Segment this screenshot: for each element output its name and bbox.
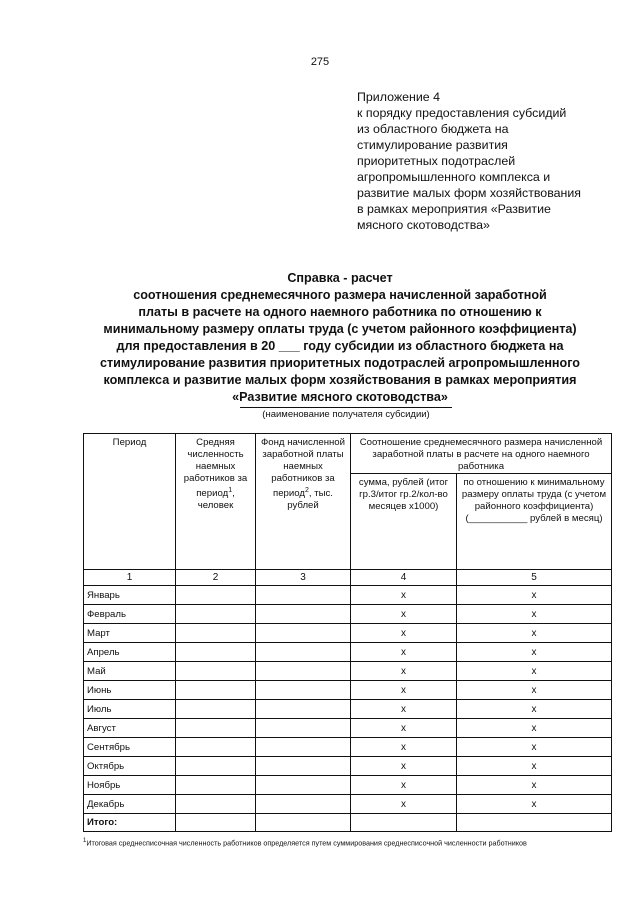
workers-cell[interactable]	[176, 776, 256, 795]
title-line: Справка - расчет	[287, 271, 393, 285]
column-number: 3	[256, 570, 351, 586]
header-fund	[256, 434, 351, 570]
title-line: «Развитие мясного скотоводства»	[232, 390, 448, 404]
month-cell: Март	[84, 624, 176, 643]
appendix-line: развитие малых форм хозяйствования	[357, 186, 582, 200]
sum-cell: x	[351, 605, 457, 624]
appendix-line: приоритетных подотраслей	[357, 154, 516, 168]
month-cell: Сентябрь	[84, 738, 176, 757]
table-row	[84, 757, 612, 776]
mrot-cell: x	[457, 776, 612, 795]
workers-cell[interactable]	[176, 605, 256, 624]
header-fund-unit: , тыс. рублей	[287, 488, 333, 512]
mrot-cell: x	[457, 586, 612, 605]
header-ratio: Соотношение среднемесячного размера начисленной заработной платы в расчете на одного наемного работника	[351, 434, 612, 474]
header-workers-unit: , человек	[197, 488, 235, 512]
fund-cell[interactable]	[256, 776, 351, 795]
month-cell: Январь	[84, 586, 176, 605]
column-number: 2	[176, 570, 256, 586]
calculation-table	[83, 433, 612, 832]
fund-cell[interactable]	[256, 605, 351, 624]
table-row	[84, 719, 612, 738]
header-fund-text: Фонд начисленной заработной платы наемных работников за период	[261, 437, 345, 500]
header-workers	[176, 434, 256, 570]
appendix-line: Приложение 4	[357, 90, 441, 104]
footnote-marker: 1	[83, 838, 87, 844]
table-row	[84, 776, 612, 795]
title-line: платы в расчете на одного наемного работника по отношению к	[138, 305, 542, 319]
total-row	[84, 814, 612, 832]
month-cell: Май	[84, 662, 176, 681]
table-row	[84, 700, 612, 719]
footnote-text: Итоговая среднесписочная численность работников определяется путем суммирования среднесписочной численности работников	[86, 838, 527, 848]
fund-cell[interactable]	[256, 586, 351, 605]
table-row	[84, 795, 612, 814]
table-row	[84, 643, 612, 662]
title-line: комплекса и развитие малых форм хозяйствования в рамках мероприятия	[103, 373, 577, 387]
title-line: соотношения среднемесячного размера начисленной заработной	[133, 288, 547, 302]
mrot-cell: x	[457, 605, 612, 624]
appendix-block	[357, 89, 627, 233]
sum-cell: x	[351, 738, 457, 757]
fund-cell[interactable]	[256, 643, 351, 662]
table-row	[84, 738, 612, 757]
header-period: Период	[84, 434, 176, 570]
total-mrot-cell[interactable]	[457, 814, 612, 832]
month-cell: Ноябрь	[84, 776, 176, 795]
title-line: стимулирование развития приоритетных подотраслей агропромышленного	[99, 356, 581, 370]
fund-cell[interactable]	[256, 738, 351, 757]
mrot-cell: x	[457, 738, 612, 757]
mrot-cell: x	[457, 700, 612, 719]
title-line: для предоставления в 20 ___ году субсидии из областного бюджета на	[116, 339, 564, 353]
table-row	[84, 586, 612, 605]
appendix-line: к порядку предоставления субсидий	[357, 106, 567, 120]
appendix-line: из областного бюджета на	[357, 122, 509, 136]
table-row	[84, 662, 612, 681]
appendix-line: мясного скотоводства»	[357, 218, 490, 232]
month-cell: Октябрь	[84, 757, 176, 776]
title-line: минимальному размеру оплаты труда (с учетом районного коэффициента)	[103, 322, 577, 336]
fund-cell[interactable]	[256, 700, 351, 719]
workers-cell[interactable]	[176, 662, 256, 681]
header-mrot-text: по отношению к минимальному размеру оплаты труда (с учетом районного коэффициента) (	[461, 477, 607, 524]
fund-cell[interactable]	[256, 681, 351, 700]
workers-cell[interactable]	[176, 624, 256, 643]
table-row	[84, 681, 612, 700]
workers-cell[interactable]	[176, 757, 256, 776]
footnote-ref: 1	[228, 487, 233, 494]
table-row	[84, 605, 612, 624]
month-cell: Июль	[84, 700, 176, 719]
header-mrot	[457, 474, 612, 570]
sum-cell: x	[351, 776, 457, 795]
workers-cell[interactable]	[176, 795, 256, 814]
page-number: 275	[310, 56, 330, 68]
total-workers-cell[interactable]	[176, 814, 256, 832]
sum-cell: x	[351, 624, 457, 643]
fund-cell[interactable]	[256, 662, 351, 681]
appendix-line: стимулирование развития	[357, 138, 508, 152]
month-cell: Декабрь	[84, 795, 176, 814]
header-sum: сумма, рублей (итог гр.3/итог гр.2/кол-во месяцев x1000)	[351, 474, 457, 570]
mrot-cell: x	[457, 624, 612, 643]
header-workers-text: Средняя численность наемных работников за период	[183, 437, 248, 500]
fund-cell[interactable]	[256, 719, 351, 738]
workers-cell[interactable]	[176, 738, 256, 757]
sum-cell: x	[351, 795, 457, 814]
workers-cell[interactable]	[176, 700, 256, 719]
workers-cell[interactable]	[176, 681, 256, 700]
sum-cell: x	[351, 681, 457, 700]
footnote-ref: 2	[304, 487, 309, 494]
table-row	[84, 624, 612, 643]
total-sum-cell[interactable]	[351, 814, 457, 832]
workers-cell[interactable]	[176, 643, 256, 662]
column-number: 5	[457, 570, 612, 586]
sum-cell: x	[351, 643, 457, 662]
month-cell: Апрель	[84, 643, 176, 662]
sum-cell: x	[351, 662, 457, 681]
month-cell: Июнь	[84, 681, 176, 700]
recipient-caption: (наименование получателя субсидии)	[262, 409, 430, 420]
fund-cell[interactable]	[256, 757, 351, 776]
sum-cell: x	[351, 757, 457, 776]
sum-cell: x	[351, 700, 457, 719]
workers-cell[interactable]	[176, 719, 256, 738]
sum-cell: x	[351, 719, 457, 738]
month-cell: Август	[84, 719, 176, 738]
header-mrot-end: рублей в месяц)	[527, 513, 603, 524]
mrot-blank: ___________	[468, 513, 528, 524]
fund-cell[interactable]	[256, 624, 351, 643]
sum-cell: x	[351, 586, 457, 605]
mrot-cell: x	[457, 681, 612, 700]
appendix-line: агропромышленного комплекса и	[357, 170, 551, 184]
appendix-line: в рамках мероприятия «Развитие	[357, 202, 551, 216]
footnote	[83, 838, 623, 847]
mrot-cell: x	[457, 643, 612, 662]
mrot-cell: x	[457, 757, 612, 776]
mrot-cell: x	[457, 719, 612, 738]
mrot-cell: x	[457, 795, 612, 814]
fund-cell[interactable]	[256, 795, 351, 814]
recipient-name-line	[240, 407, 452, 408]
mrot-cell: x	[457, 662, 612, 681]
month-cell: Февраль	[84, 605, 176, 624]
column-number: 4	[351, 570, 457, 586]
total-label: Итого:	[84, 814, 176, 832]
workers-cell[interactable]	[176, 586, 256, 605]
document-title	[60, 270, 620, 406]
column-number: 1	[84, 570, 176, 586]
total-fund-cell[interactable]	[256, 814, 351, 832]
